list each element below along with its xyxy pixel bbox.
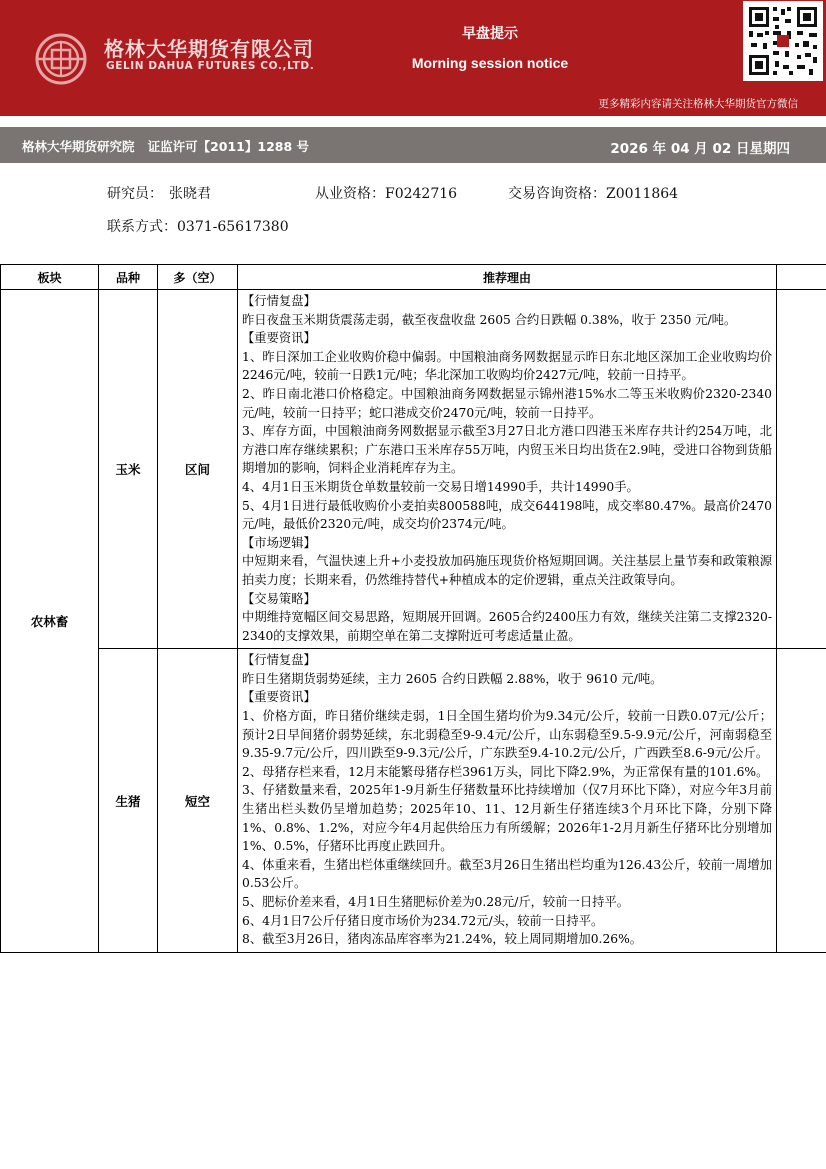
notice-title-en: Morning session notice — [411, 55, 569, 71]
reason-paragraph: 5、4月1日进行最低收购价小麦拍卖800588吨，成交644198吨，成交率80.47%。最高价2470元/吨，最低价2320元/吨，成交均价2374元/吨。 — [242, 498, 772, 532]
recommendation-table — [0, 264, 826, 953]
reason-paragraph: 8、截至3月26日，猪肉冻品库容率为21.24%，较上周同期增加0.26%。 — [242, 932, 643, 947]
license-number: 证监许可【2011】1288 号 — [147, 139, 310, 154]
institute-info — [22, 137, 309, 155]
extra-cell — [777, 649, 826, 953]
section-heading: 【市场逻辑】 — [242, 535, 316, 550]
section-heading: 【行情复盘】 — [242, 294, 316, 308]
header-reason: 推荐理由 — [238, 265, 777, 290]
section-heading: 【行情复盘】 — [242, 653, 316, 668]
section-heading: 【交易策略】 — [242, 591, 316, 606]
consult-number: Z0011864 — [606, 186, 679, 202]
contact-label: 联系方式： — [107, 219, 177, 235]
header-direction: 多（空） — [158, 265, 238, 290]
consult-label: 交易咨询资格： — [508, 186, 606, 202]
header-variety: 品种 — [99, 265, 158, 290]
section-heading: 【重要资讯】 — [242, 331, 316, 346]
qualification-label: 从业资格： — [315, 186, 385, 202]
reason-paragraph: 1、价格方面，昨日猪价继续走弱，1日全国生猪均价为9.34元/公斤，较前一日跌0.07元/公斤；预计2日早间猪价弱势延续，东北弱稳至9-9.4元/公斤，山东弱稳至9.5-9.9元/公斤，河南弱稳至9.35-9.7元/公斤，四川跌至9-9.3元/公斤，广东跌至9.4-10.2元/公斤，广西跌至8.6-9元/公斤。 — [242, 709, 772, 761]
extra-cell — [777, 290, 826, 649]
company-logo-icon — [35, 33, 87, 85]
qr-code-icon — [743, 1, 823, 81]
table-row — [1, 649, 826, 953]
reason-paragraph: 4、4月1日玉米期货仓单数量较前一交易日增14990手，共计14990手。 — [242, 479, 639, 494]
reason-paragraph: 2、昨日南北港口价格稳定。中国粮油商务网数据显示锦州港15%水二等玉米收购价2320-2340元/吨，较前一日持平；蛇口港成交价2470元/吨，较前一日持平。 — [242, 386, 772, 420]
header-sector: 板块 — [1, 265, 99, 290]
header-banner — [0, 0, 826, 116]
notice-title-cn: 早盘提示 — [462, 26, 518, 42]
company-name-cn: 格林大华期货有限公司 — [104, 37, 314, 61]
reason-cell — [238, 649, 777, 953]
reason-paragraph: 昨日生猪期货弱势延续，主力 2605 合约日跌幅 2.88%，收于 9610 元/吨。 — [242, 671, 663, 686]
reason-cell — [238, 290, 777, 649]
researcher-label: 研究员： — [107, 186, 163, 202]
reason-paragraph: 中期维持宽幅区间交易思路，短期展开回调。2605合约2400压力有效，继续关注第二支撑2320-2340的支撑效果，前期空单在第二支撑附近可考虑适量止盈。 — [242, 610, 772, 643]
reason-paragraph: 6、4月1日7公斤仔猪日度市场价为234.72元/头，较前一日持平。 — [242, 913, 604, 928]
direction-cell: 短空 — [158, 649, 238, 953]
reason-paragraph: 3、仔猪数量来看，2025年1-9月新生仔猪数量环比持续增加（仅7月环比下降），对应今年3月前生猪出栏头数仍呈增加趋势；2025年10、11、12月新生仔猪连续3个月环比下降，分别下降1%、0.8%、1.2%，对应今年4月起供给压力有所缓解；2026年1-2月月新生仔猪环比分别增加1%、0.5%，仔猪环比再度止跌回升。 — [242, 783, 772, 854]
institute-name: 格林大华期货研究院 — [22, 139, 135, 154]
qualification-number: F0242716 — [385, 186, 458, 202]
reason-paragraph: 昨日夜盘玉米期货震荡走弱，截至夜盘收盘 2605 合约日跌幅 0.38%，收于 2350 元/吨。 — [242, 312, 737, 327]
reason-paragraph: 2、母猪存栏来看，12月末能繁母猪存栏3961万头，同比下降2.9%，为正常保有量的101.6%。 — [242, 764, 769, 779]
variety-cell: 玉米 — [99, 290, 158, 649]
sector-cell: 农林畜 — [1, 290, 99, 953]
section-heading: 【重要资讯】 — [242, 690, 316, 705]
reason-paragraph: 1、昨日深加工企业收购价稳中偏弱。中国粮油商务网数据显示昨日东北地区深加工企业收购均价2246元/吨，较前一日跌1元/吨；华北深加工收购均价2427元/吨，较前一日持平。 — [242, 349, 772, 383]
report-date: 2026 年 04 月 02 日星期四 — [610, 141, 790, 157]
company-name-en: GELIN DAHUA FUTURES CO.,LTD. — [106, 60, 315, 72]
contact-info — [107, 216, 289, 236]
reason-paragraph: 3、库存方面，中国粮油商务网数据显示截至3月27日北方港口四港玉米库存共计约254万吨，北方港口库存继续累积；广东港口玉米库存55万吨，内贸玉米日均出货在2.9吨，受进口谷物到货船期增加的影响，饲料企业消耗库存为主。 — [242, 424, 772, 476]
reason-paragraph: 4、体重来看，生猪出栏体重继续回升。截至3月26日生猪出栏均重为126.43公斤，较前一周增加0.53公斤。 — [242, 857, 772, 891]
reason-paragraph: 5、肥标价差来看，4月1日生猪肥标价差为0.28元/斤，较前一日持平。 — [242, 895, 630, 909]
contact-number: 0371-65617380 — [177, 219, 289, 235]
wechat-follow-text: 更多精彩内容请关注格林大华期货官方微信 — [598, 98, 798, 110]
researcher-name: 张晓君 — [169, 186, 211, 202]
variety-cell: 生猪 — [99, 649, 158, 953]
header-extra — [777, 265, 826, 290]
qualification-info — [315, 183, 457, 203]
consult-info — [508, 183, 678, 203]
direction-cell: 区间 — [158, 290, 238, 649]
table-row — [1, 290, 826, 649]
table-header-row — [1, 265, 826, 290]
reason-paragraph: 中短期来看，气温快速上升+小麦投放加码施压现货价格短期回调。关注基层上量节奏和政策粮源拍卖力度；长期来看，仍然维持替代+种植成本的定价逻辑，重点关注政策导向。 — [242, 554, 772, 587]
researcher-info — [107, 183, 211, 203]
